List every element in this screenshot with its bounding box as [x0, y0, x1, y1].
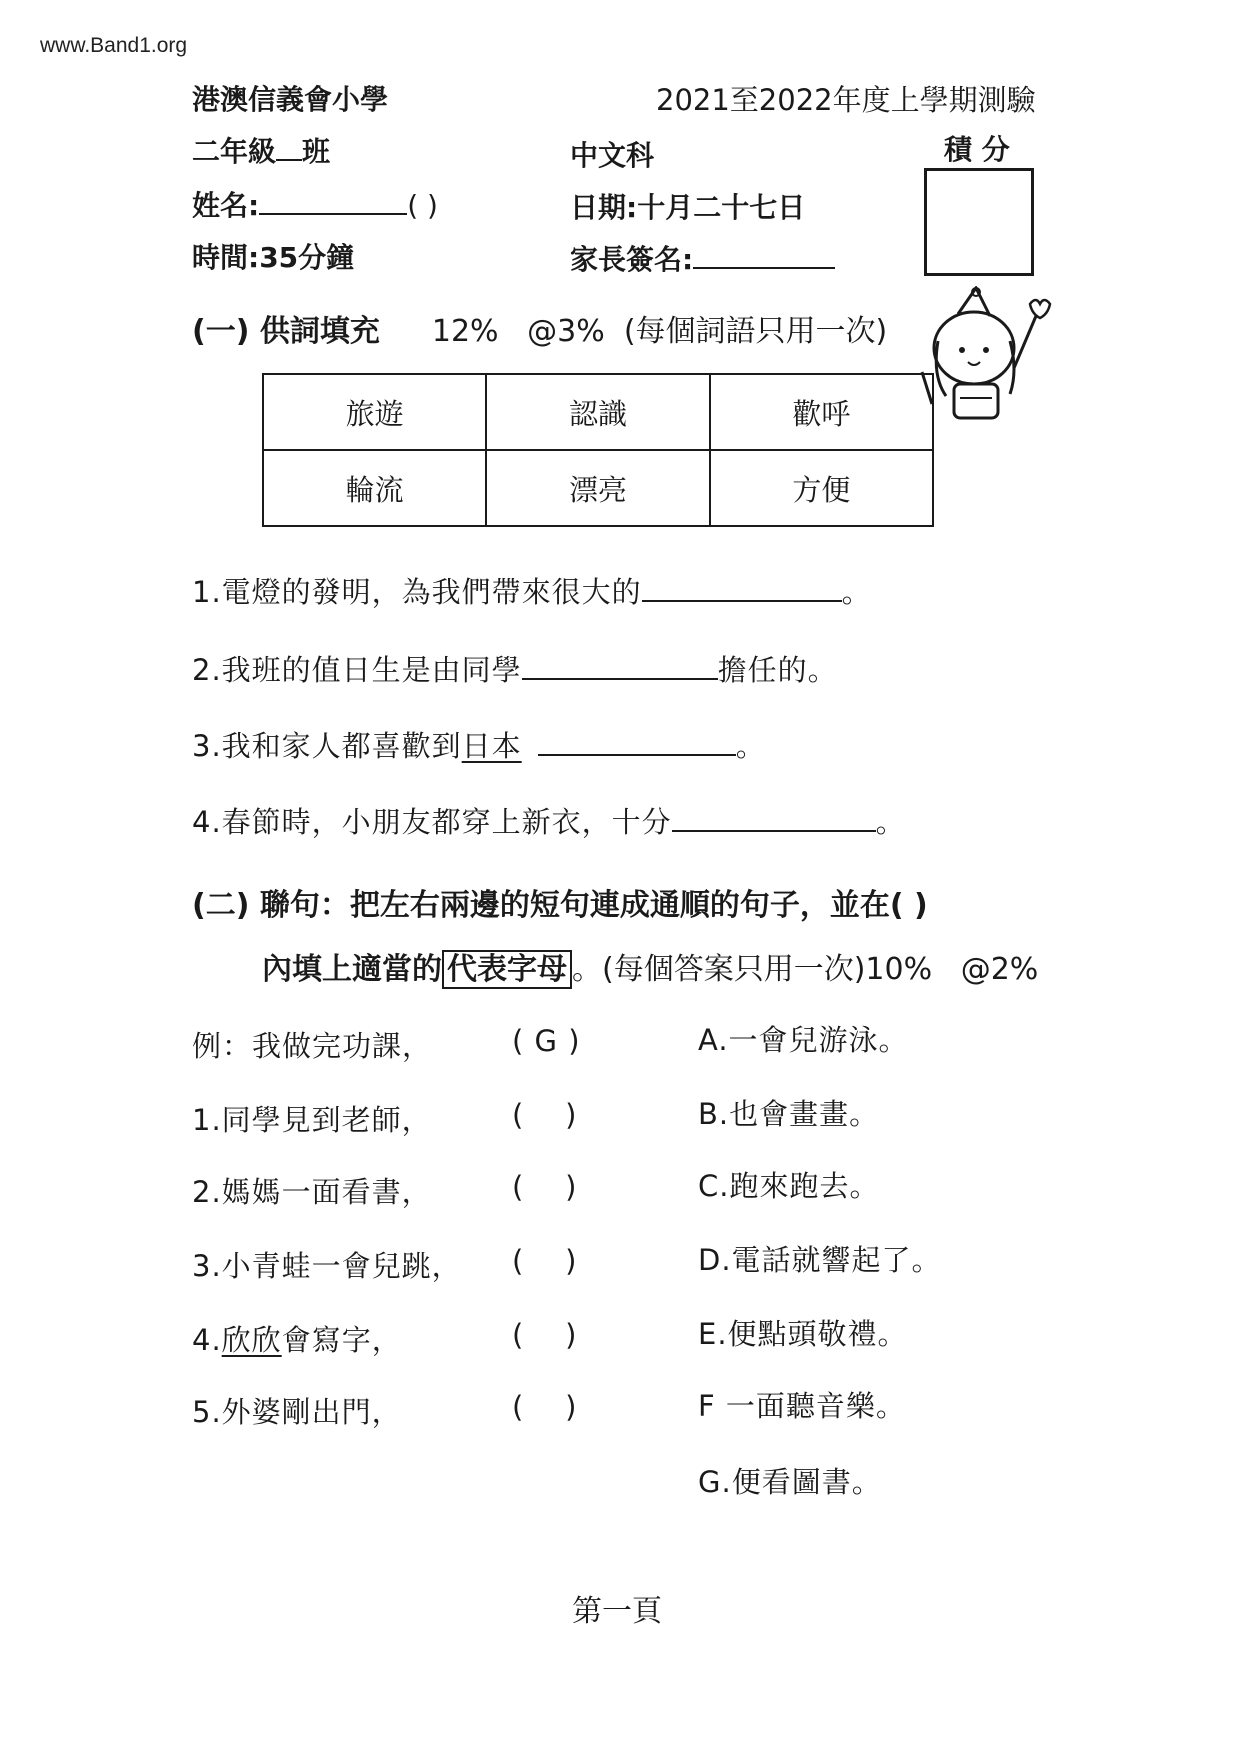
- grade-prefix: 二年級: [192, 135, 277, 168]
- match-left-3: 3.小青蛙一會兒跳，: [192, 1249, 462, 1283]
- answer-paren-1[interactable]: ( ): [512, 1098, 578, 1132]
- example-answer: ( G ): [512, 1024, 581, 1058]
- parent-sign-blank: [693, 266, 835, 269]
- example-left: 例：我做完功課，: [192, 1029, 433, 1063]
- proper-noun-underline: 欣欣: [221, 1323, 282, 1357]
- section2-marks: 。(每個答案只用一次)10% @2%: [572, 952, 1039, 987]
- grade-class: [192, 130, 330, 170]
- subject: 中文科: [570, 139, 655, 172]
- answer-blank[interactable]: [642, 599, 842, 602]
- answer-blank[interactable]: [522, 677, 718, 680]
- parent-sign-label: 家長簽名:: [570, 243, 694, 276]
- question-text: 2.我班的值日生是由同學: [192, 653, 522, 687]
- class-number-paren: ( ): [407, 189, 438, 222]
- question-text: 3.我和家人都喜歡到: [192, 729, 462, 763]
- question-end: 。: [841, 575, 872, 609]
- name-label: 姓名:: [192, 189, 260, 222]
- grade-suffix: 班: [302, 135, 331, 168]
- name-blank: [259, 212, 407, 215]
- answer-paren-4[interactable]: ( ): [512, 1318, 578, 1352]
- question-text: 4.春節時，小朋友都穿上新衣，十分: [192, 805, 672, 839]
- name-line: [192, 184, 438, 224]
- fill-question-1: [192, 570, 872, 611]
- parent-signature-line: [570, 238, 835, 278]
- answer-blank[interactable]: [538, 753, 736, 756]
- word-cell: 歡呼: [710, 374, 933, 450]
- exam-date: 日期:十月二十七日: [570, 191, 806, 224]
- word-cell: 輪流: [263, 450, 486, 526]
- match-right-e: E.便點頭敬禮。: [698, 1317, 908, 1351]
- word-cell: 認識: [486, 374, 709, 450]
- score-label: 積 分: [944, 133, 1010, 166]
- match-right-d: D.電話就響起了。: [698, 1243, 942, 1277]
- site-watermark: www.Band1.org: [40, 34, 188, 57]
- match-left-2: 2.媽媽一面看書，: [192, 1175, 432, 1209]
- fill-question-3: [192, 724, 766, 765]
- fill-question-4: [192, 800, 906, 841]
- class-blank: [276, 158, 302, 161]
- score-box: [924, 168, 1034, 276]
- section1-marks: 12% @3% (每個詞語只用一次): [431, 314, 888, 349]
- match-right-f: F 一面聽音樂。: [698, 1389, 906, 1423]
- match-left-1: 1.同學見到老師，: [192, 1103, 432, 1137]
- question-end: 。: [875, 805, 906, 839]
- question-end: 。: [735, 729, 766, 763]
- school-name: 港澳信義會小學: [192, 83, 389, 116]
- match-right-g: G.便看圖書。: [698, 1465, 882, 1499]
- question-end: 擔任的。: [717, 653, 838, 687]
- table-row: [263, 450, 933, 526]
- instruction-text: 內填上適當的: [262, 952, 442, 987]
- word-bank-table: [262, 373, 934, 527]
- word-cell: 方便: [710, 450, 933, 526]
- match-right-b: B.也會畫畫。: [698, 1097, 880, 1131]
- fill-question-2: [192, 648, 838, 689]
- match-right-a: A.一會兒游泳。: [698, 1023, 909, 1057]
- exam-duration: 時間:35分鐘: [192, 241, 355, 274]
- answer-paren-5[interactable]: ( ): [512, 1390, 578, 1424]
- proper-noun-underline: 日本: [461, 729, 522, 763]
- word-cell: 漂亮: [486, 450, 709, 526]
- term-title: 2021至2022年度上學期測驗: [656, 83, 1036, 117]
- answer-paren-2[interactable]: ( ): [512, 1170, 578, 1204]
- section1-heading: [192, 306, 887, 350]
- word-cell: 旅遊: [263, 374, 486, 450]
- answer-blank[interactable]: [672, 829, 876, 832]
- match-left-5: 5.外婆剛出門，: [192, 1395, 402, 1429]
- answer-paren-3[interactable]: ( ): [512, 1244, 578, 1278]
- section1-title: (一) 供詞填充: [192, 314, 380, 349]
- table-row: [263, 374, 933, 450]
- page-number: 第一頁: [572, 1594, 662, 1629]
- match-right-c: C.跑來跑去。: [698, 1169, 880, 1203]
- boxed-keyword: 代表字母: [442, 950, 572, 989]
- question-text: 1.電燈的發明，為我們帶來很大的: [192, 575, 642, 609]
- section2-instruction: [262, 944, 1038, 988]
- girl-cartoon-icon: [918, 286, 1058, 436]
- match-left-4: 4.欣欣會寫字，: [192, 1323, 402, 1357]
- section2-title: (二) 聯句：把左右兩邊的短句連成通順的句子，並在( ): [192, 888, 928, 923]
